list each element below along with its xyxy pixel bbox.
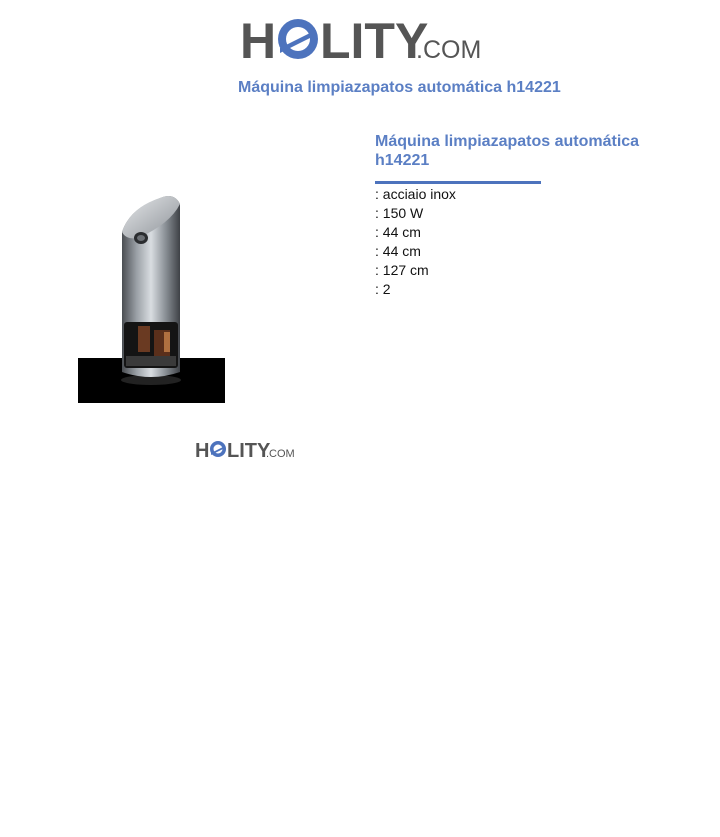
shoe-shine-machine-icon [78, 194, 225, 403]
product-image [78, 194, 225, 408]
logo-letter-h: H [240, 13, 277, 67]
footer-logo [195, 438, 295, 467]
spec-material: : acciaio inox [375, 185, 456, 204]
logo-o-icon [278, 19, 318, 59]
spec-list [375, 185, 456, 299]
footer-logo-letters-lity: LITY [227, 440, 271, 462]
logo-suffix: .COM [416, 36, 482, 64]
page-title: Máquina limpiazapatos automática h14221 [238, 79, 561, 96]
spec-width: : 44 cm [375, 223, 456, 242]
brand-logo [240, 12, 482, 72]
footer-logo-letter-h: H [195, 440, 210, 462]
spec-height: : 127 cm [375, 261, 456, 280]
logo-letters-lity: LITY [320, 13, 429, 67]
spec-power: : 150 W [375, 204, 456, 223]
product-name: Máquina limpiazapatos automática h14221 [375, 133, 640, 169]
spec-quantity: : 2 [375, 280, 456, 299]
footer-logo-suffix: .COM [266, 448, 295, 460]
title-divider [375, 181, 541, 184]
spec-depth: : 44 cm [375, 242, 456, 261]
footer-logo-o-icon [210, 441, 226, 457]
